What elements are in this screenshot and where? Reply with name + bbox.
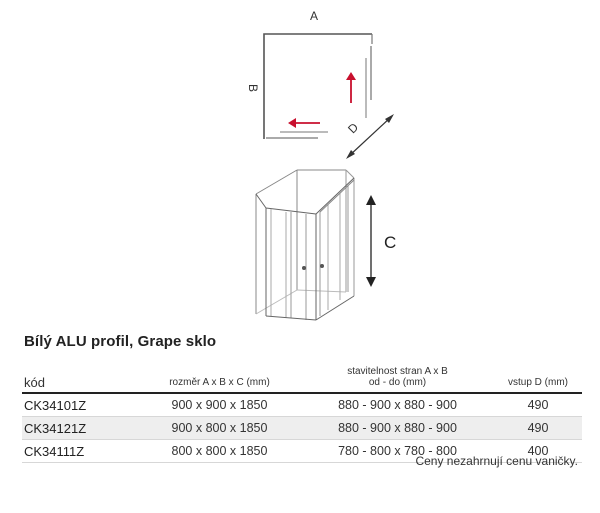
product-table [22,360,582,463]
product-title: Bílý ALU profil, Grape sklo [24,333,217,350]
dimension-c-label: C [384,233,397,252]
product-size: 800 x 800 x 1850 [138,440,301,463]
column-header-entry: vstup D (mm) [494,360,582,393]
handle-right-icon [320,264,324,268]
dimension-b-label: B [246,83,260,93]
product-size: 900 x 900 x 1850 [138,393,301,417]
product-code: CK34121Z [22,417,138,440]
price-note: Ceny nezahrnují cenu vaničky. [415,454,578,468]
dimension-a-label: A [309,9,319,23]
product-adjustability: 880 - 900 x 880 - 900 [301,393,494,417]
table-header-row [22,360,582,393]
column-header-size: rozměr A x B x C (mm) [138,360,301,393]
handle-left-icon [302,266,306,270]
product-adjustability: 880 - 900 x 880 - 900 [301,417,494,440]
product-adjustability: 780 - 800 x 780 - 800 [301,440,494,463]
product-code: CK34101Z [22,393,138,417]
top-view [246,9,394,159]
product-size: 900 x 800 x 1850 [138,417,301,440]
dimension-c [366,195,376,287]
table-row [22,393,582,417]
arrow-left-icon [288,118,320,128]
arrow-up-icon [346,72,356,103]
table-row [22,417,582,440]
product-entry: 490 [494,417,582,440]
dimension-d [346,114,394,159]
adjustability-line-2: od - do (mm) [368,377,427,388]
dimension-d-label: D [345,120,362,137]
product-entry: 400 [494,440,582,463]
product-code: CK34111Z [22,440,138,463]
column-header-adjustability [301,360,494,393]
perspective-view [256,170,354,320]
product-entry: 490 [494,393,582,417]
adjustability-line-1: stavitelnost stran A x B [347,366,448,377]
column-header-code: kód [22,360,138,393]
